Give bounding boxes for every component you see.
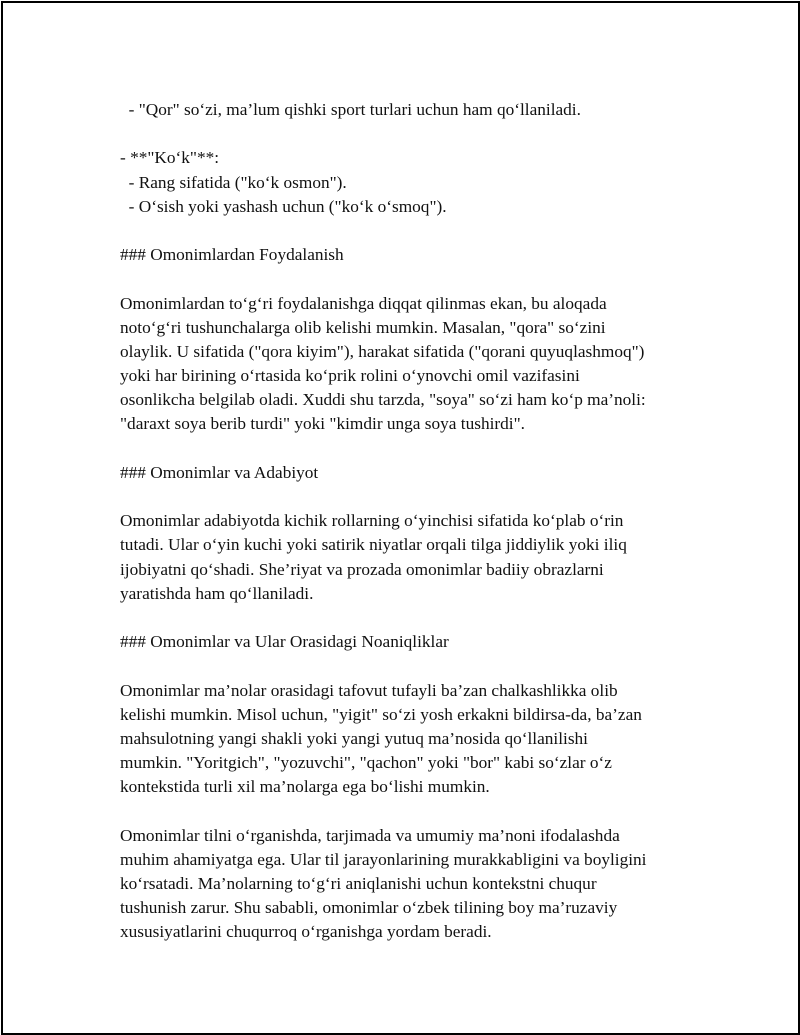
paragraph-line: yaratishda ham qo‘llaniladi.	[120, 583, 314, 603]
page-frame	[1, 1, 800, 1035]
paragraph-gap	[120, 606, 695, 630]
paragraph-gap	[120, 437, 695, 461]
paragraph-line: xususiyatlarini chuqurroq o‘rganishga yordam beradi.	[120, 922, 492, 942]
paragraph-line: Omonimlar ma’nolar orasidagi tafovut tufayli ba’zan chalkashlikka olib	[120, 680, 618, 700]
section-heading-adabiyot: ### Omonimlar va Adabiyot	[120, 462, 319, 482]
paragraph-line: "daraxt soya berib turdi" yoki "kimdir unga soya tushirdi".	[120, 414, 525, 434]
paragraph-line: mumkin. "Yoritgich", "yozuvchi", "qachon" yoki "bor" kabi so‘zlar o‘z	[120, 753, 612, 773]
paragraph-gap	[120, 267, 695, 291]
paragraph-line: ko‘rsatadi. Ma’nolarning to‘g‘ri aniqlanishi uchun kontekstni chuqur	[120, 874, 597, 893]
paragraph-line: tushunish zarur. Shu sababli, omonimlar o‘zbek tilining boy ma’ruzaviy	[120, 898, 618, 918]
paragraph-line: tutadi. Ular o‘yin kuchi yoki satirik niyatlar orqali tilga jiddiylik yoki iliq	[120, 535, 627, 555]
list-item-qor-note: - "Qor" so‘zi, ma’lum qishki sport turlari uchun ham qo‘llaniladi.	[120, 100, 581, 119]
paragraph-line: olaylik. U sifatida ("qora kiyim"), harakat sifatida ("qorani quyuqlashmoq")	[120, 341, 645, 361]
list-subitem-kok-grow: - O‘sish yoki yashash uchun ("ko‘k o‘smoq").	[120, 196, 447, 216]
list-item-kok-title: - **"Ko‘k"**:	[120, 148, 220, 168]
paragraph-line: Omonimlardan to‘g‘ri foydalanishga diqqat qilinmas ekan, bu aloqada	[120, 293, 607, 313]
paragraph-gap	[120, 219, 695, 243]
paragraph-gap	[120, 485, 695, 509]
paragraph-line: yoki har birining o‘rtasida ko‘prik rolini o‘ynovchi omil vazifasini	[120, 366, 580, 386]
paragraph-line: osonlikcha belgilab oladi. Xuddi shu tarzda, "soya" so‘zi ham ko‘p ma’noli:	[120, 390, 646, 410]
paragraph-line: muhim ahamiyatga ega. Ular til jarayonlarining murakkabligini va boyligini	[120, 849, 647, 869]
paragraph-line: Omonimlar adabiyotda kichik rollarning o‘yinchisi sifatida ko‘plab o‘rin	[120, 511, 624, 531]
paragraph-line: kontekstida turli xil ma’nolarga ega bo‘lishi mumkin.	[120, 777, 490, 797]
list-subitem-kok-color: - Rang sifatida ("ko‘k osmon").	[120, 172, 347, 192]
paragraph-line: noto‘g‘ri tushunchalarga olib kelishi mumkin. Masalan, "qora" so‘zini	[120, 317, 606, 337]
paragraph-conclusion	[120, 824, 695, 945]
paragraph-gap	[120, 654, 695, 678]
paragraph-foydalanish	[120, 292, 695, 437]
paragraph-gap	[120, 122, 695, 146]
paragraph-line: Omonimlar tilni o‘rganishda, tarjimada va umumiy ma’noni ifodalashda	[120, 825, 620, 845]
section-heading-foydalanish: ### Omonimlardan Foydalanish	[120, 245, 344, 265]
paragraph-line: kelishi mumkin. Misol uchun, "yigit" so‘zi yosh erkakni bildirsa-da, ba’zan	[120, 704, 642, 724]
paragraph-line: mahsulotning yangi shakli yoki yangi yutuq ma’nosida qo‘llanilishi	[120, 728, 588, 748]
paragraph-line: ijobiyatni qo‘shadi. She’riyat va prozada omonimlar badiiy obrazlarni	[120, 559, 604, 579]
paragraph-gap	[120, 799, 695, 823]
paragraph-noaniqliklar	[120, 679, 695, 800]
document-body	[120, 98, 695, 945]
section-heading-noaniqliklar: ### Omonimlar va Ular Orasidagi Noaniqliklar	[120, 632, 449, 652]
paragraph-adabiyot	[120, 509, 695, 606]
